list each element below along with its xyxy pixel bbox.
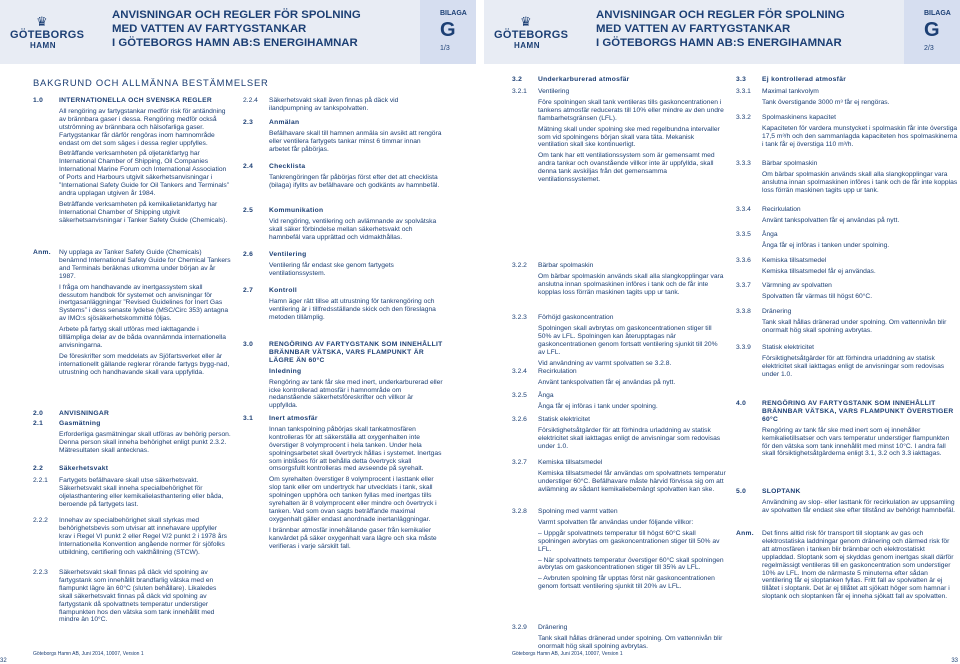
right-column-2 xyxy=(736,76,958,646)
section-2-2-3: 2.2.3 Säkerhetsvakt skall finnas på däck vid spolning av fartygstank som innehållit brandfarlig vätska med en flampunkt lägre än 60°C (sluten behållare). Likaledes skall säkerhetsvakt finnas på däck vid spolning av fartygstank då spolvattnets temperatur understiger flampunkten hos den vätska som tank innehållit med mindre än 10°C. xyxy=(33,569,217,624)
section-3-2-1: 3.2.1 Ventilering Före spolningen skall tank ventileras tills gaskoncentrationen i tankens atmosfär reducerats till 10% eller mindre av den undre flambarhetsgränsen (LFL). Mätning skall under spolning ske med regelbundna intervaller som vid spolningens början skall vara täta. Mekanisk ventilation skall ske kontinuerligt. Om tank har ett ventilationssystem som är gemensamt med andra tankar och ovanstående villkor inte är uppfyllda, skall denna tank avskiljas från det gemensamma ventilationssystemet. xyxy=(512,88,724,184)
footer-text: Göteborgs Hamn AB, Juni 2014, 10007, Version 1 xyxy=(33,651,144,657)
section-3-2-9: 3.2.9 Dränering Tank skall hållas dränerad under spolning. Om vattennivån blir onormalt hög skall spolning avbrytas. xyxy=(512,624,723,650)
header-band xyxy=(484,0,960,64)
section-3-2-2: 3.2.2 Bärbar spolmaskin Om bärbar spolmaskin används skall alla slangkopplingar vara anslutna innan spolmaskinen införes i tank och de får inte kopplas loss förrän maskinen tagits upp ur tank. xyxy=(512,262,724,296)
section-5-0: 5.0 SLOPTANK Användning av slop- eller lasttank för recirkulation av uppsamling av spolvatten får endast ske efter tillstånd av behörigt hamnbefäl. xyxy=(736,488,955,514)
section-2-1: 2.1 Gasmätning Erforderliga gasmätningar skall utföras av behörig person. Denna person skall inneha behörighet enligt punkt 2.3.2. Mätresultaten skall antecknas. xyxy=(33,420,231,454)
crown-icon: ♛ xyxy=(520,14,532,29)
section-3-2-6: 3.2.6 Statisk elektricitet Försiktighetsåtgärder för att förhindra urladdning av statisk elektricitet skall iakttagas enligt de anvisningar som redovisas under 1.0. xyxy=(512,416,721,450)
section-3-1: 3.1 Inert atmosfär Innan tankspolning påbörjas skall tankatmosfären kontrolleras för att säkerställa att oxygenhalten inte överstiger 8 volymprocent i hela tanken. Under hela spolningsarbetet skall övertryck hållas i systemet. Inertgas som inblåses för att behålla detta övertryck skall omsorgsfullt kontrolleras med avseende på syrehalt. Om syrehalten överstiger 8 volymprocent i lasttank eller slop tank eller om undertryck har utvecklats i tank, skall spolningen upphöra och tanken fyllas med inertgas tills syrehalten är 8 volymprocent eller mindre och övertryck i tanken. Vad som ovan sagts beträffande maximal oxygenhalt gäller endast anordnade inertanläggningar. I brännbar atmosfär innehållande gaser från kemikalier kanvärdet på säker oxygenhalt vara lägre och ska måste verifieras i varje särskilt fall. xyxy=(243,415,442,550)
section-3-2-7: 3.2.7 Kemiska tillsatsmedel Kemiska tillsatsmedel får användas om spolvattnets temperatur understiger 60°C. Befälhavare måste härvid förvissa sig om att avlämning av sådant kemikaliebemängt spolvatten kan ske. xyxy=(512,459,726,493)
bilaga-box: BILAGA G 2/3 xyxy=(904,0,960,64)
anm-note-sloptank: Anm. Det finns alltid risk för transport till sloptank av gas och elektrostatiska laddningar genom dränering och därmed risk för att atmosfären i tanken blir brännbar och elektrostatiskt uppladdad. Sloptank som ej skyddas genom inertgas skall därför regelmässigt ventileras till en gaskoncentration som understiger 10% av LFL. Inom de närmaste 5 minuterna efter sådan ventilering får ej sloptanken fyllas. Fritt fall av spolvatten är ej tillåtet i sloptank. Det är ej tillåtet att sjökatt höger som hamnar i sloptank och sloptanken får ej inneha sjökatt fall av spolvatten. xyxy=(736,530,954,601)
left-column-1 xyxy=(33,97,231,647)
section-2-6: 2.6 Ventilering Ventilering får endast ske genom fartygets ventilationssystem. xyxy=(243,251,394,277)
footer-text: Göteborgs Hamn AB, Juni 2014, 10007, Version 1 xyxy=(512,651,623,657)
section-title: BAKGRUND OCH ALLMÄNNA BESTÄMMELSER xyxy=(33,77,269,88)
left-column-2 xyxy=(243,97,443,647)
section-3-2: 3.2 Underkarburerad atmosfär xyxy=(512,76,630,83)
section-2-5: 2.5 Kommunikation Vid rengöring, ventilering och avlämnande av spolvätska skall säker förbindelse mellan säkerhetsvakt och hamnbefäl vara upprättad och vidmakthållas. xyxy=(243,207,437,241)
header-band xyxy=(0,0,476,64)
section-3-2-4: 3.2.4 Recirkulation Använt tankspolvatten får ej användas på nytt. xyxy=(512,368,676,386)
anm-note: Anm. Ny upplaga av Tanker Safety Guide (Chemicals) benämnd International Safety Guide for Chemical Tankers and Terminals beräknas utkomma under början av år 1987. I fråga om handhavande av inertgassystem skall dessutom handbok för systemet och anvisningar för inertgasanläggningar ”Revised Guidelines for Inert Gas Systems” i dess senaste lydelse (MSC/Circ 353) antagna av IMO:s sjösäkerhetskommitté följas. Arbete på fartyg skall utföras med iakttagande i tilllämpliga delar av de båda ovannämnda internationella anvisningarna. De föreskrifter som meddelats av Sjöfartsverket eller är internationellt gällande reglerar rörande fartygs bygg-nad, utrustning och handhavande skall vara uppfyllda. xyxy=(33,249,231,376)
section-3-2-8: 3.2.8 Spolning med varmt vatten Varmt spolvatten får användas under följande villkor: – Uppgår spolvattnets temperatur till högst 60°C skall spolningen avbrytas om gaskoncentrationen stiger till 50% av LFL. – När spolvattnets temperatur överstiger 60°C skall spolningen avbrytas om gaskoncentrationen stiger till 35% av LFL. – Avbruten spolning får upptas först när gaskoncentrationen genom fortsatt ventilering sjunkit till 20% av LFL. xyxy=(512,508,724,591)
left-page xyxy=(0,0,476,664)
section-3-3-5: 3.3.5 Ånga Ånga får ej införas i tanken under spolning. xyxy=(736,231,890,249)
header-title: ANVISNINGAR OCH REGLER FÖR SPOLNING MED VATTEN AV FARTYGSTANKAR I GÖTEBORGS HAMN AB:S ENERGIHAMNAR xyxy=(112,9,361,49)
section-1-0: 1.0 INTERNATIONELLA OCH SVENSKA REGLER All rengöring av fartygstankar medför risk för antändning av brännbara gaser i dessa. Rengöring medför också utströmning av brännbara och hälsofarliga gaser. Fartygstankar får därför rengöras inom hamnområde endast om det som säges i dessa regler uppfylles. Beträffande verksamheten på oljetankfartyg har International Chamber of Shipping, Oil Companies International Marine Forum och International Association of Ports and Harbours utgivit säkerhetsanvisningar i ”International Safety Guide for Oil Tankers and Terminals” andra upplagan utgiven år 1984. Beträffande verksamheten på kemikalietankfartyg har International Chamber of Shipping utgivit säkerhetsanvisningar i Tanker Safety Guide (Chemicals). xyxy=(33,97,229,224)
page-number: 33 xyxy=(951,658,958,664)
goteborgs-hamn-logo: ♛ GÖTEBORGS HAMN xyxy=(10,14,85,50)
bilaga-box: BILAGA G 1/3 xyxy=(420,0,476,64)
section-3-3-8: 3.3.8 Dränering Tank skall hållas dränerad under spolning. Om vattennivån blir onormalt hög skall spolning avbrytas. xyxy=(736,308,947,334)
section-3-3-6: 3.3.6 Kemiska tillsatsmedel Kemiska tillsatsmedel får ej användas. xyxy=(736,257,876,275)
section-3-3-7: 3.3.7 Värmning av spolvatten Spolvatten får värmas till högst 60°C. xyxy=(736,282,873,300)
section-3-3-4: 3.3.4 Recirkulation Använt tankspolvatten får ej användas på nytt. xyxy=(736,206,900,224)
section-2-4: 2.4 Checklista Tankrengöringen får påbörjas först efter det att checklista (bilaga) ifyllts av befälhavare och godkänts av hamnbefäl. xyxy=(243,163,440,189)
section-3-2-3: 3.2.3 Förhöjd gaskoncentration Spolningen skall avbrytas om gaskoncentrationen stiger till 50% av LFL. Spolningen kan återupptagas när gaskoncentrationen genom fortsatt ventilering sjunkit till 20% av LFL. Vid användning av varmt spolvatten se 3.2.8. xyxy=(512,314,718,367)
section-3-2-5: 3.2.5 Ånga Ånga får ej införas i tank under spolning. xyxy=(512,392,658,410)
section-2-7: 2.7 Kontroll Hamn äger rätt tillse att utrustning för tankrengöring och ventilering är i tillfredsställande skick och den föreslagna metoden tillämplig. xyxy=(243,287,436,321)
section-2-2-2: 2.2.2 Innehav av specialbehörighet skall styrkas med behörighetsbevis som utvisar att innehavare uppfyller krav i Regel VI punkt 2 eller Regel V/2 punkt 2 i 1978 års Internationella Konvention angående normer för sjöfolks utbildning, certifiering och vakthållning (STCW). xyxy=(33,517,228,556)
section-3-0: 3.0 RENGÖRING AV FARTYGSTANK SOM INNEHÅLLIT BRÄNNBAR VÄTSKA, VARS FLAMPUNKT ÄR LÄGRE ÄN 60°C Inledning Rengöring av tank får ske med inert, underkarburerad eller icke kontrollerad atmosfär i hamnområde om nedanstående säkerhetsföreskrifter och villkor är uppfyllda. xyxy=(243,341,443,410)
section-3-3-2: 3.3.2 Spolmaskinens kapacitet Kapaciteten för vardera munstycket i spolmaskin får inte överstiga 17,5 m³/h och den sammanlagda kapaciteten hos spolmaskinerna i tank får ej överstiga 110 m³/h. xyxy=(736,114,958,148)
section-2-2-1: 2.2.1 Fartygets befälhavare skall utse säkerhetsvakt. Säkerhetsvakt skall inneha specialbehörighet för oljelasthantering eller kemikalielasthantering eller båda, beroende på fartygets last. xyxy=(33,477,224,508)
section-3-3: 3.3 Ej kontrollerad atmosfär xyxy=(736,76,847,83)
section-2-2: 2.2 Säkerhetsvakt xyxy=(33,465,109,472)
page-number: 32 xyxy=(0,658,7,664)
section-2-3: 2.3 Anmälan Befälhavare skall till hamnen anmäla sin avsikt att rengöra eller ventilera fartygets tankar minst 6 timmar innan arbetet får påbörjas. xyxy=(243,119,442,153)
section-3-3-3: 3.3.3 Bärbar spolmaskin Om bärbar spolmaskin används skall alla slangkopplingar vara anslutna innan spolmaskinen införes i tank och de får inte kopplas loss förrän maskinen tagits upp ur tank. xyxy=(736,160,958,194)
goteborgs-hamn-logo: ♛ GÖTEBORGS HAMN xyxy=(494,14,569,50)
section-3-3-1: 3.3.1 Maximal tankvolym Tank överstigande 3000 m³ får ej rengöras. xyxy=(736,88,890,106)
right-column-1 xyxy=(512,76,726,650)
right-page xyxy=(484,0,960,664)
section-4-0: 4.0 RENGÖRING AV FARTYGSTANK SOM INNEHÅLLIT BRÄNNBAR VÄTSKA, VARS FLAMPUNKT ÖVERSTIGER 60°C Rengöring av tank får ske med inert som ej innehåller kemikalietillsatser och vars temperatur understiger flampunkten för den vätska som tank innehållit med minst 10°C. I andra fall skall försiktighetsåtgärderna enligt 3.1, 3.2 och 3.3 iakttagas. xyxy=(736,400,954,458)
header-title: ANVISNINGAR OCH REGLER FÖR SPOLNING MED VATTEN AV FARTYGSTANKAR I GÖTEBORGS HAMN AB:S ENERGIHAMNAR xyxy=(596,9,845,49)
section-2-2-4: 2.2.4 Säkerhetsvakt skall även finnas på däck vid ilandpumpning av tankspolvatten. xyxy=(243,97,399,112)
crown-icon: ♛ xyxy=(36,14,48,29)
section-3-3-9: 3.3.9 Statisk elektricitet Försiktighetsåtgärder för att förhindra urladdning av statisk elektricitet skall iakttagas enligt de anvisningar som redovisas under 1.0. xyxy=(736,344,945,378)
section-2-0: 2.0 ANVISNINGAR xyxy=(33,410,110,417)
